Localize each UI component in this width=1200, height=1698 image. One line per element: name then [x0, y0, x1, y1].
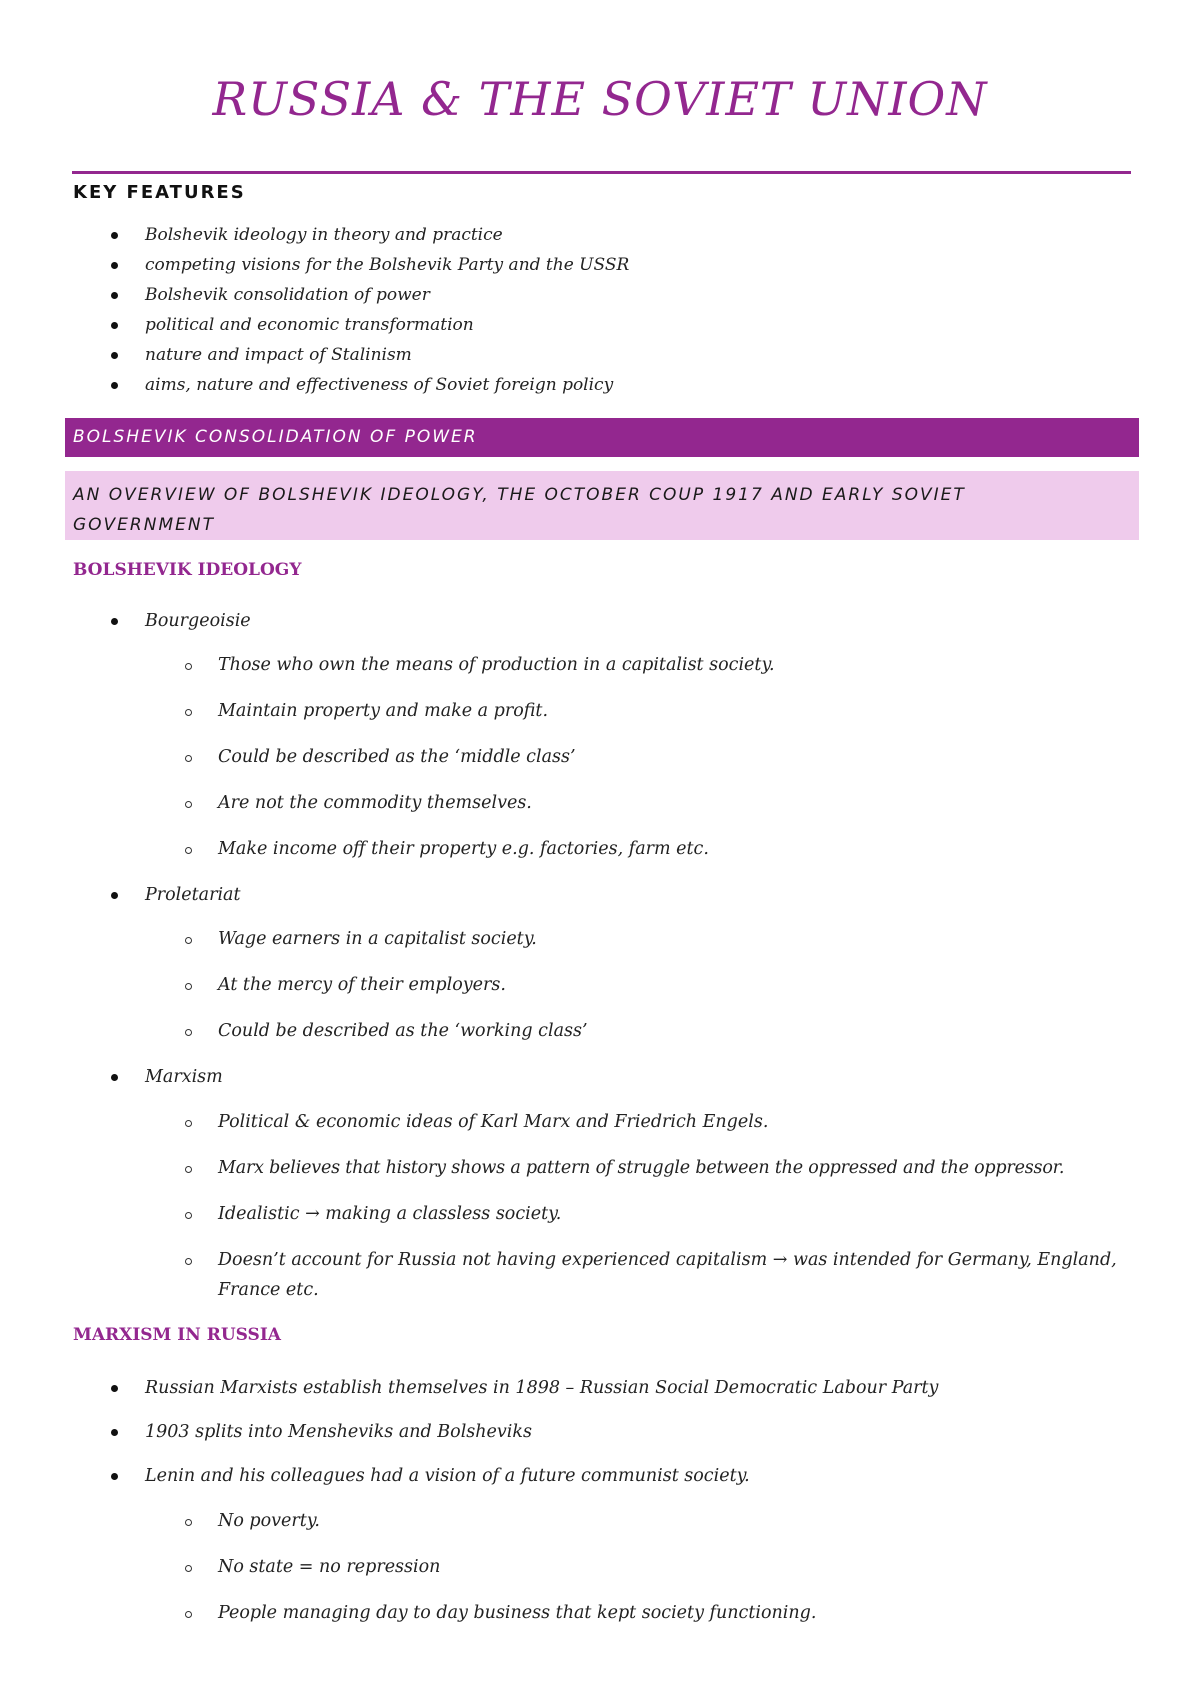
circle-bullet-icon: [185, 1212, 192, 1219]
circle-bullet-icon: [185, 755, 192, 762]
list-item: aims, nature and effectiveness of Soviet foreign policy: [0, 370, 1200, 400]
list-item: nature and impact of Stalinism: [0, 340, 1200, 370]
subsection-heading-band: [65, 471, 1139, 540]
subsection-heading: AN OVERVIEW OF BOLSHEVIK IDEOLOGY, THE OCTOBER COUP 1917 AND EARLY SOVIET GOVERNMENT: [73, 485, 966, 535]
section-heading: BOLSHEVIK CONSOLIDATION OF POWER: [73, 427, 478, 447]
circle-bullet-icon: [185, 847, 192, 854]
circle-bullet-icon: [185, 663, 192, 670]
circle-bullet-icon: [185, 801, 192, 808]
bullet-icon: [111, 618, 118, 625]
bolshevik-ideology-heading: BOLSHEVIK IDEOLOGY: [73, 560, 302, 580]
list-item: Bolshevik ideology in theory and practice: [0, 220, 1200, 250]
section-heading-band: [65, 418, 1139, 457]
circle-bullet-icon: [185, 1565, 192, 1572]
circle-bullet-icon: [185, 983, 192, 990]
bullet-icon: [111, 322, 118, 329]
key-features-list: [0, 220, 1200, 400]
bullet-icon: [111, 352, 118, 359]
bullet-icon: [111, 1429, 118, 1436]
circle-bullet-icon: [185, 1120, 192, 1127]
circle-bullet-icon: [185, 1258, 192, 1265]
page-title: RUSSIA & THE SOVIET UNION: [212, 72, 988, 126]
circle-bullet-icon: [185, 937, 192, 944]
bullet-icon: [111, 262, 118, 269]
title-divider: [72, 171, 1131, 174]
bullet-icon: [111, 292, 118, 299]
key-features-heading: KEY FEATURES: [73, 182, 246, 203]
list-item: Bolshevik consolidation of power: [0, 280, 1200, 310]
circle-bullet-icon: [185, 1519, 192, 1526]
marxism-in-russia-heading: MARXISM IN RUSSIA: [73, 1325, 281, 1345]
list-item: competing visions for the Bolshevik Party and the USSR: [0, 250, 1200, 280]
bullet-icon: [111, 1074, 118, 1081]
circle-bullet-icon: [185, 1029, 192, 1036]
bullet-icon: [111, 232, 118, 239]
circle-bullet-icon: [185, 1166, 192, 1173]
circle-bullet-icon: [185, 1611, 192, 1618]
circle-bullet-icon: [185, 709, 192, 716]
bullet-icon: [111, 1385, 118, 1392]
list-item: political and economic transformation: [0, 310, 1200, 340]
bullet-icon: [111, 1473, 118, 1480]
document-page: RUSSIA & THE SOVIET UNION KEY FEATURES Bolshevik ideology in theory and practice competing visions for the Bolshevik Party and the USSR Bolshevik consolidation of power political and economic transformation nature and impact of Stalinism aims, nature and effectiveness of Soviet foreign policy BOLSHEVIK CONSOLIDATION OF POWER AN OVERVIEW OF BOLSHEVIK IDEOLOGY, THE OCTOBER COUP 1917 AND EARLY SOVIET GOVERNMENT BOLSHEVIK IDEOLOGY Bourgeoisie Those who own the means of production in a capitalist society. Maintain property and make a profit. Could be described as the ‘middle class’ Are not the commodity themselves. Make income off their property e.g. factories, farm etc. Proletariat Wage earners in a capitalist society. At the mercy of their employers. Could be described as the ‘working class’ Marxism Political & economic ideas of Karl Marx and Friedrich Engels. Marx believes that history shows a pattern of struggle between the oppressed and the oppressor. Idealistic → making a classless society. Doesn’t account for Russia not having experienced capitalism → was intended for Germany, England, France etc. MARXISM IN RUSSIA Russian Marxists establish themselves in 1898 – Russian Social Democratic Labour Party 1903 splits into Mensheviks and Bolsheviks Lenin and his colleagues had a vision of a future communist society. No poverty. No state = no repression People managing day to day business that kept society functioning.: [0, 0, 1200, 1698]
bullet-icon: [111, 382, 118, 389]
bullet-icon: [111, 892, 118, 899]
